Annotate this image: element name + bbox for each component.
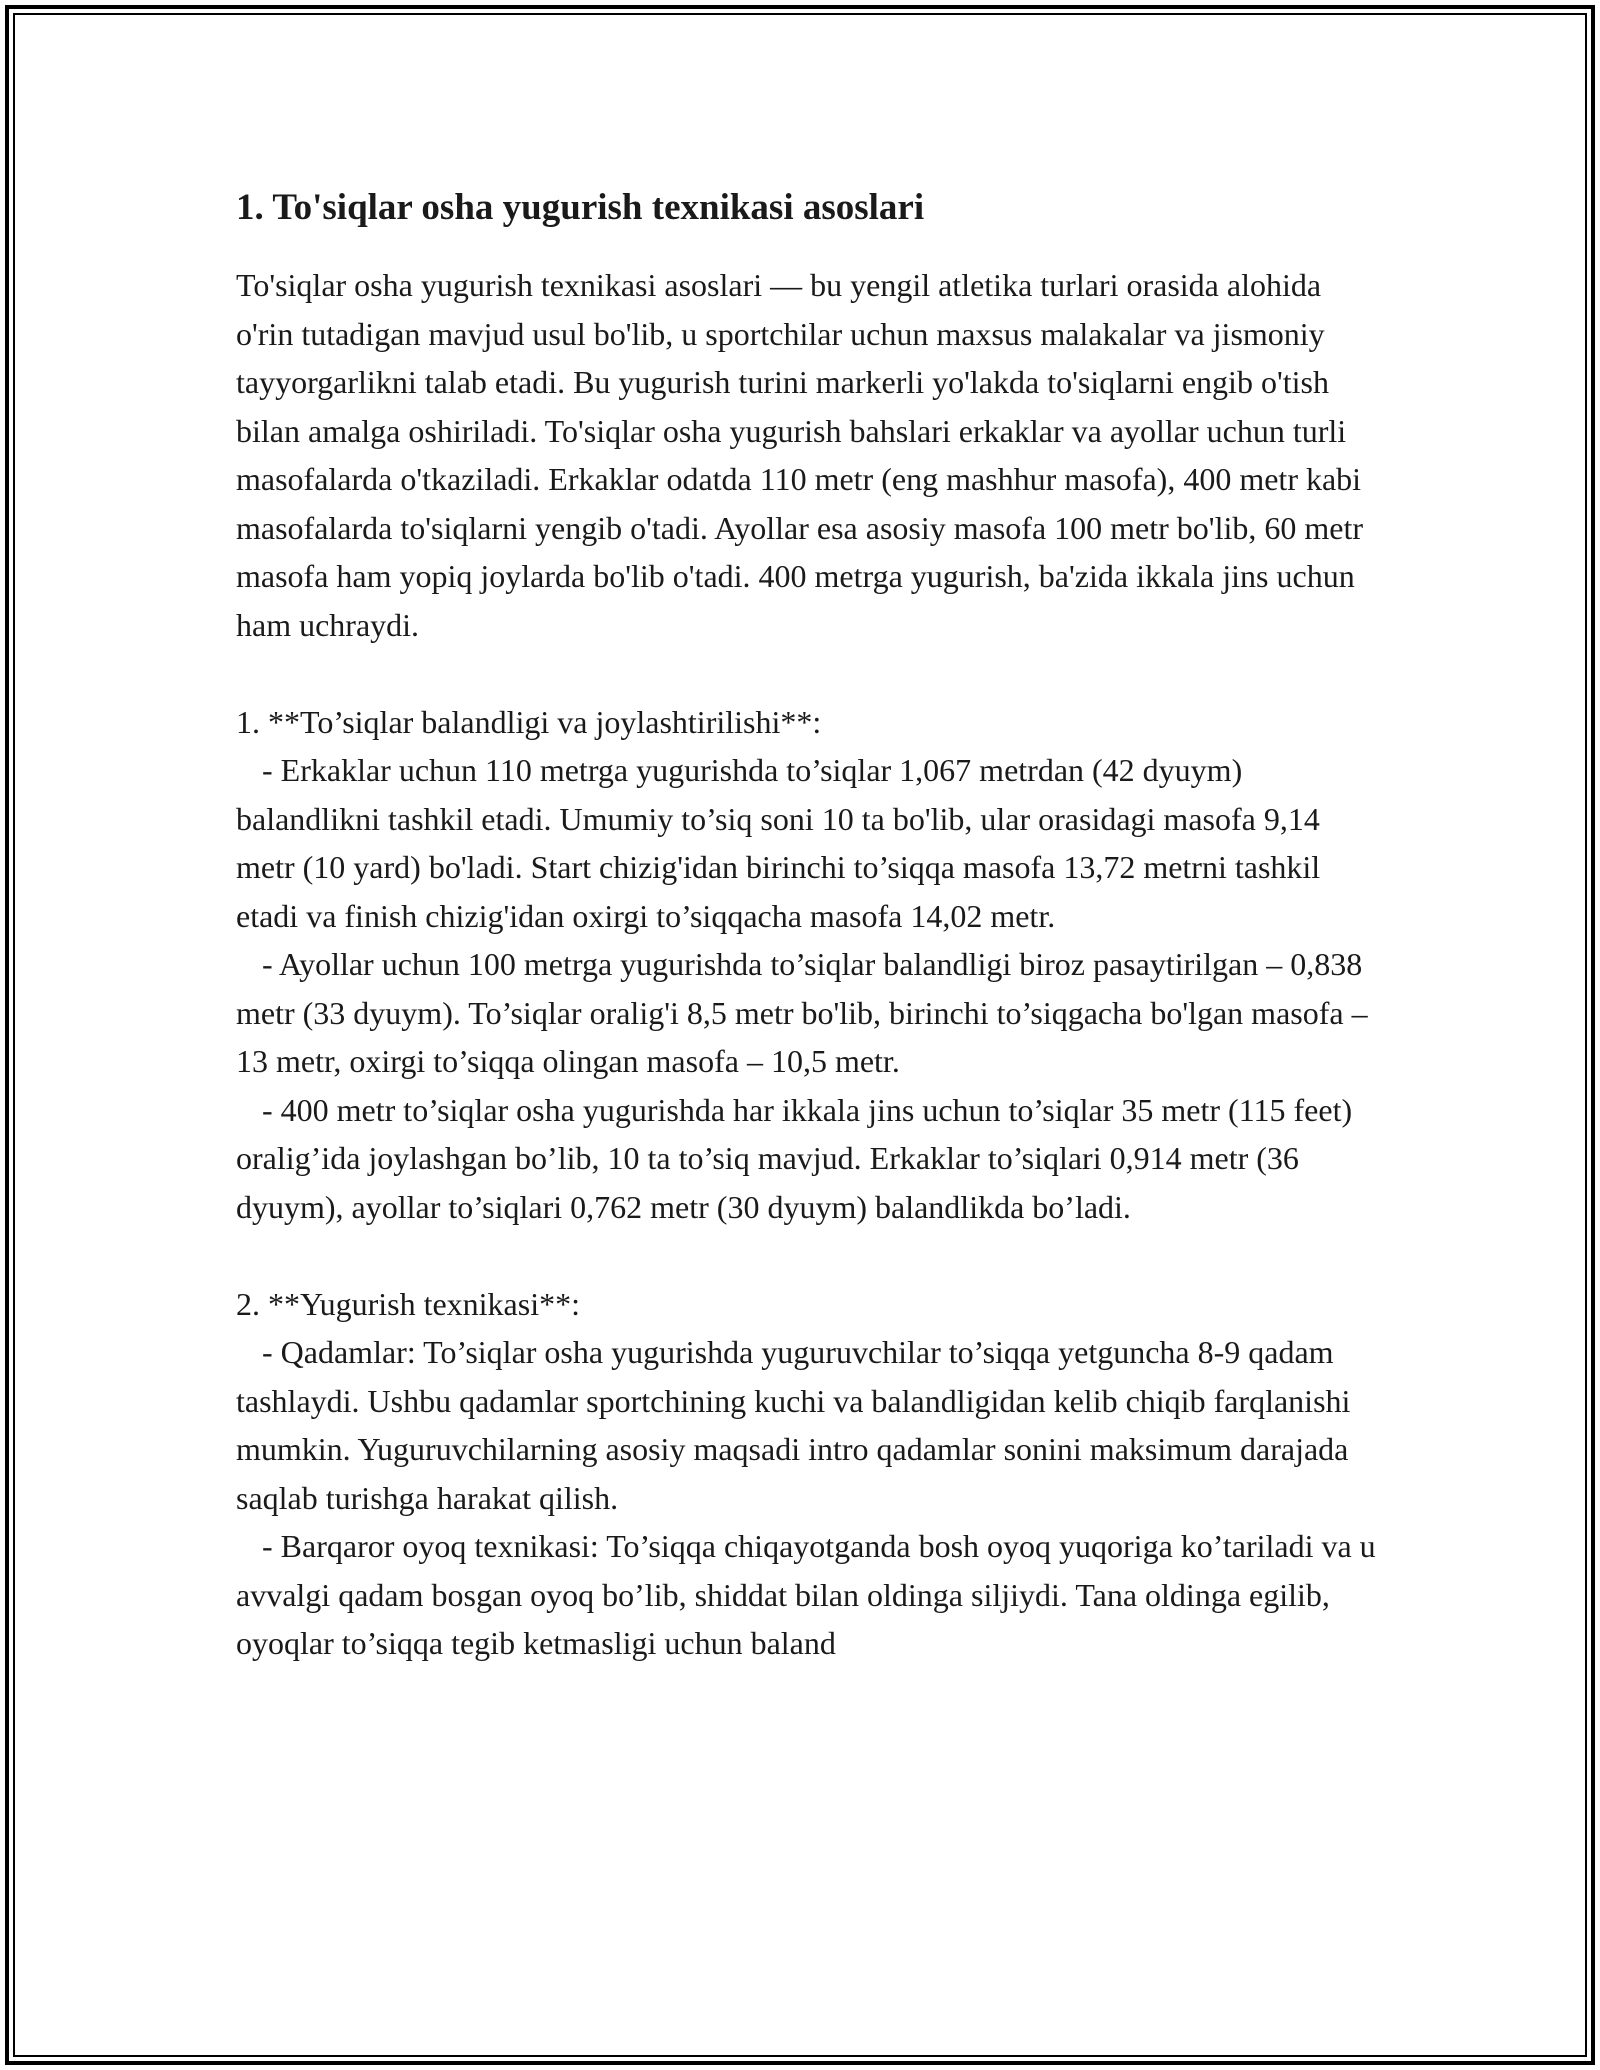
intro-paragraph: To'siqlar osha yugurish texnikasi asoslari — bu yengil atletika turlari orasida alohida o'rin tutadigan mavjud usul bo'lib, u sportchilar uchun maxsus malakalar va jismoniy tayyorgarlikni talab etadi. Bu yugurish turini markerli yo'lakda to'siqlarni engib o'tish bilan amalga oshiriladi. To'siqlar osha yugurish bahslari erkaklar va ayollar uchun turli masofalarda o'tkaziladi. Erkaklar odatda 110 metr (eng mashhur masofa), 400 metr kabi masofalarda to'siqlarni yengib o'tadi. Ayollar esa asosiy masofa 100 metr bo'lib, 60 metr masofa ham yopiq joylarda bo'lib o'tadi. 400 metrga yugurish, ba'zida ikkala jins uchun ham uchraydi. — [236, 267, 1363, 643]
list-title-running-technique: 2. **Yugurish texnikasi**: — [236, 1285, 580, 1322]
paragraph-gap — [236, 649, 1376, 698]
list-item-leg-technique: - Barqaror oyoq texnikasi: To’siqqa chiqayotganda bosh oyoq yuqoriga ko’tariladi va u avvalgi qadam bosgan oyoq bo’lib, shiddat bilan oldinga siljiydi. Tana oldinga egilib, oyoqlar to’siqqa tegib ketmasligi uchun baland — [236, 1528, 1376, 1661]
list-title-hurdle-height: 1. **To’siqlar balandligi va joylashtirilishi**: — [236, 703, 822, 740]
document-body — [236, 185, 1376, 1668]
list-item-men-110m: - Erkaklar uchun 110 metrga yugurishda to’siqlar 1,067 metrdan (42 dyuym) balandlikni tashkil etadi. Umumiy to’siq soni 10 ta bo'lib, ular orasidagi masofa 9,14 metr (10 yard) bo'ladi. Start chizig'idan birinchi to’siqqa masofa 13,72 metrni tashkil etadi va finish chizig'idan oxirgi to’siqqacha masofa 14,02 metr. — [236, 752, 1321, 934]
list-item-steps: - Qadamlar: To’siqlar osha yugurishda yuguruvchilar to’siqqa yetguncha 8-9 qadam tashlaydi. Ushbu qadamlar sportchining kuchi va balandligidan kelib chiqib farqlanishi mumkin. Yuguruvchilarning asosiy maqsadi intro qadamlar sonini maksimum darajada saqlab turishga harakat qilish. — [236, 1334, 1351, 1516]
paragraph-gap — [236, 1231, 1376, 1280]
list-item-women-100m: - Ayollar uchun 100 metrga yugurishda to’siqlar balandligi biroz pasaytirilgan – 0,838 metr (33 dyuym). To’siqlar oralig'i 8,5 metr bo'lib, birinchi to’siqgacha bo'lgan masofa – 13 metr, oxirgi to’siqqa olingan masofa – 10,5 metr. — [236, 946, 1368, 1079]
section-heading: 1. To'siqlar osha yugurish texnikasi asoslari — [236, 187, 925, 228]
list-item-400m: - 400 metr to’siqlar osha yugurishda har ikkala jins uchun to’siqlar 35 metr (115 feet) oralig’ida joylashgan bo’lib, 10 ta to’siq mavjud. Erkaklar to’siqlari 0,914 metr (36 dyuym), ayollar to’siqlari 0,762 metr (30 dyuym) balandlikda bo’ladi. — [236, 1091, 1353, 1225]
